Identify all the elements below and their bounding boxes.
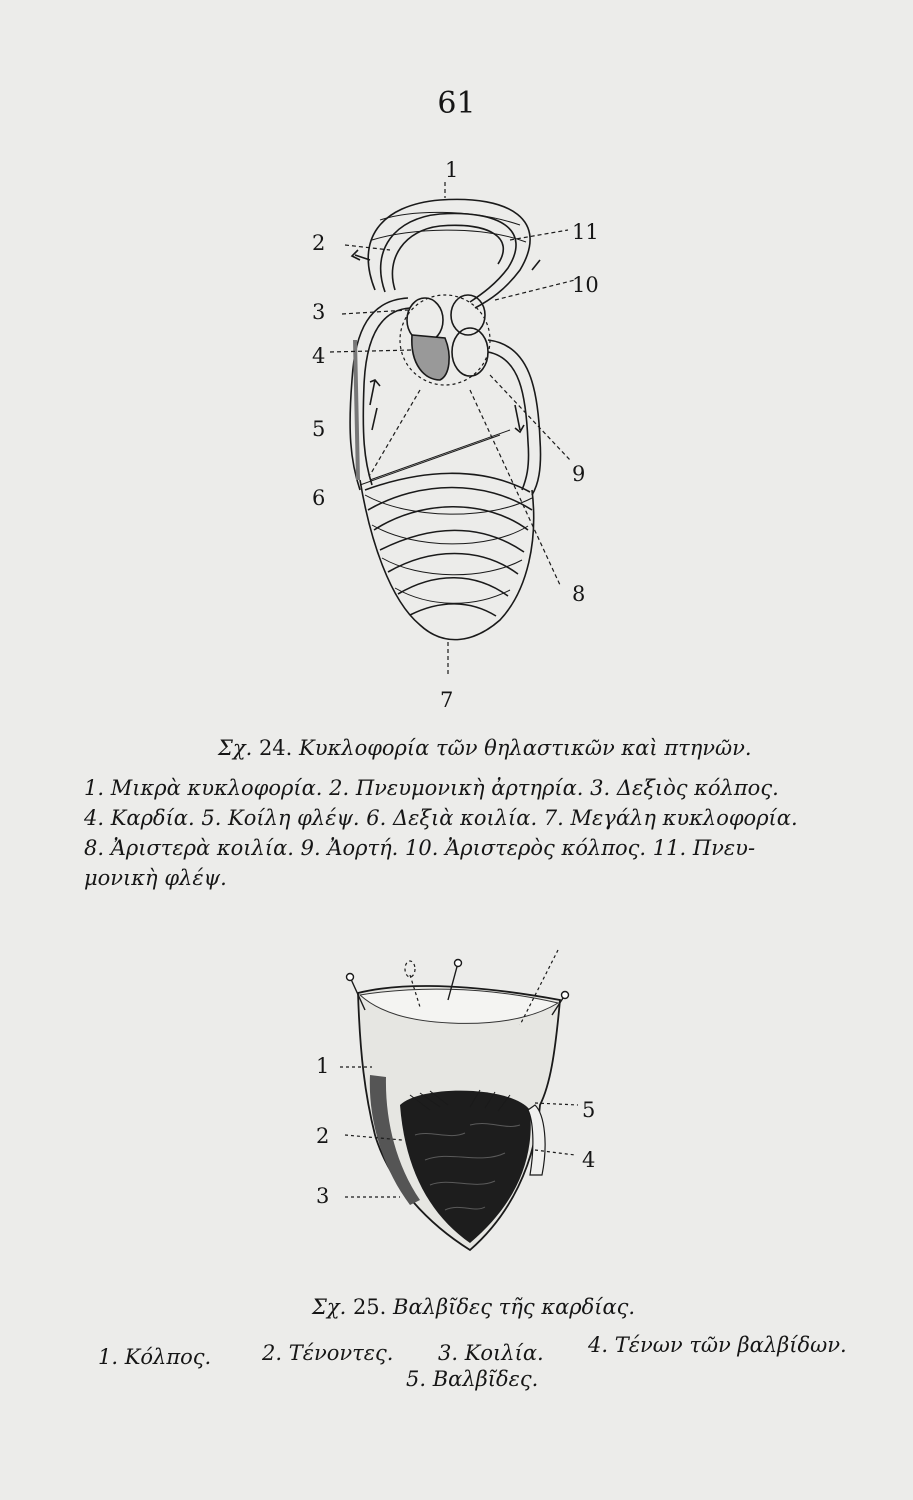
fig24-label-7: 7: [440, 688, 454, 712]
fig24-label-1: 1: [445, 158, 459, 182]
fig24-label-11: 11: [572, 220, 599, 244]
fig25-label-4: 4: [582, 1148, 596, 1172]
fig24-label-5: 5: [312, 417, 326, 441]
fig24-label-9: 9: [572, 462, 586, 486]
fig25-legend-item-4: 4. Τένων τῶν βαλβίδων.: [588, 1333, 847, 1357]
fig25-label-2: 2: [316, 1124, 330, 1148]
fig25-label-5: 5: [582, 1098, 596, 1122]
fig24-legend-line-2: 4. Καρδία. 5. Κοίλη φλέψ. 6. Δεξιὰ κοιλία. 7. Μεγάλη κυκλοφορία.: [84, 806, 798, 830]
fig25-legend-item-3: 3. Κοιλία.: [438, 1341, 544, 1365]
fig24-caption-number: 24.: [258, 736, 293, 760]
fig25-caption-prefix: Σχ.: [312, 1295, 347, 1319]
circulation-diagram: [300, 180, 600, 700]
fig25-label-3: 3: [316, 1184, 330, 1208]
fig25-caption: [312, 1295, 635, 1319]
page-number: 61: [437, 86, 476, 121]
fig24-label-4: 4: [312, 344, 326, 368]
fig25-caption-text: Βαλβῖδες τῆς καρδίας.: [393, 1295, 636, 1319]
fig24-label-8: 8: [572, 582, 586, 606]
heart-valves-illustration: [330, 945, 590, 1265]
fig24-caption-prefix: Σχ.: [218, 736, 253, 760]
fig24-caption-text: Κυκλοφορία τῶν θηλαστικῶν καὶ πτηνῶν.: [299, 736, 752, 760]
fig24-label-6: 6: [312, 486, 326, 510]
fig24-label-3: 3: [312, 300, 326, 324]
fig24-legend-line-1: 1. Μικρὰ κυκλοφορία. 2. Πνευμονικὴ ἀρτηρία. 3. Δεξιὸς κόλπος.: [84, 776, 779, 800]
fig24-legend-line-3: 8. Ἀριστερὰ κοιλία. 9. Ἀορτή. 10. Ἀριστερὸς κόλπος. 11. Πνευ-: [84, 836, 756, 860]
fig24-legend-line-4: μονικὴ φλέψ.: [84, 866, 227, 890]
fig25-label-1: 1: [316, 1054, 330, 1078]
fig25-legend-item-2: 2. Τένοντες.: [262, 1341, 394, 1365]
fig25-legend-item-5: 5. Βαλβῖδες.: [406, 1367, 539, 1391]
fig24-caption: [218, 736, 752, 760]
fig25-legend-item-1: 1. Κόλπος.: [98, 1345, 212, 1369]
fig24-label-2: 2: [312, 231, 326, 255]
fig25-caption-number: 25.: [352, 1295, 387, 1319]
fig24-label-10: 10: [572, 273, 599, 297]
